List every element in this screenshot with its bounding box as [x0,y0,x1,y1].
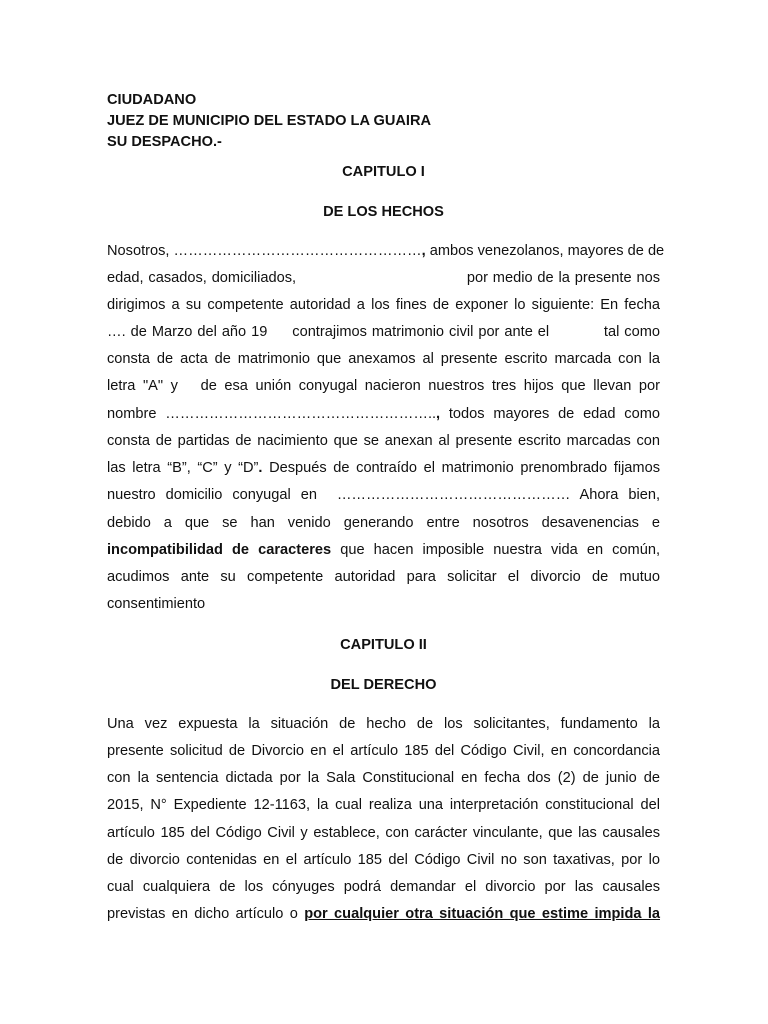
paragraph-1-line [107,459,660,477]
paragraph-1-line: …. de Marzo del año 19 contrajimos matrimonio civil por ante el tal como [107,324,660,340]
chapter-2-title: CAPITULO II [340,637,427,653]
text-run: nombre [107,406,166,422]
underlined-emphasis: por cualquier otra situación que estime impida la [304,906,660,922]
paragraph-1-line: letra "A" y de esa unión conyugal nacieron nuestros tres hijos que llevan por [107,378,660,394]
text-run: . [258,460,263,476]
chapter-2-subtitle: DEL DERECHO [330,677,437,693]
paragraph-1-line [107,242,665,260]
chapter-1-title: CAPITULO I [342,164,425,180]
text-run: previstas en dicho artículo o [107,906,305,922]
chapter-1-subtitle: DE LOS HECHOS [323,204,444,220]
paragraph-1-line: consta de acta de matrimonio que anexamos al presente escrito marcada con la [107,351,660,367]
text-run: Nosotros, [107,243,174,259]
paragraph-1-line: dirigimos a su competente autoridad a los fines de exponer lo siguiente: En fecha [107,297,660,313]
text-run: que hacen imposible nuestra vida en común, [331,542,660,558]
paragraph-2-line: cual cualquiera de los cónyuges podrá demandar el divorcio por las causales [107,879,660,895]
text-run: incompatibilidad de caracteres [107,542,332,558]
addressee-line-3: SU DESPACHO.- [107,134,222,150]
paragraph-2-line: artículo 185 del Código Civil y establece, con carácter vinculante, que las causales [107,825,660,841]
text-run: ambos venezolanos, mayores de de [425,243,665,259]
text-run: , [421,243,426,259]
paragraph-1-line: debido a que se han venido generando entre nosotros desavenencias e [107,515,660,531]
blank-placeholder: …………………………………………… [173,243,422,259]
paragraph-2-line [107,905,660,923]
paragraph-1-line: edad, casados, domiciliados, por medio de la presente nos [107,270,660,286]
text-run: todos mayores de edad como [440,406,660,422]
text-run: las letra “B”, “C” y “D” [107,460,259,476]
paragraph-2-line: 2015, N° Expediente 12-1163, la cual realiza una interpretación constitucional del [107,797,660,813]
paragraph-2-line: de divorcio contenidas en el artículo 185 del Código Civil no son taxativas, por lo [107,852,660,868]
paragraph-2-line: con la sentencia dictada por la Sala Constitucional en fecha dos (2) de junio de [107,770,660,786]
addressee-line-2: JUEZ DE MUNICIPIO DEL ESTADO LA GUAIRA [107,113,432,129]
text-run: Después de contraído el matrimonio prenombrado fijamos [262,460,660,476]
paragraph-1-line: acudimos ante su competente autoridad para solicitar el divorcio de mutuo [107,569,660,585]
paragraph-1-line [107,405,660,423]
addressee-line-1: CIUDADANO [107,92,197,108]
blank-placeholder: ……………………………………………….. [165,406,437,422]
paragraph-2-line: Una vez expuesta la situación de hecho de los solicitantes, fundamento la [107,716,660,732]
paragraph-1-line: nuestro domicilio conyugal en ………………………………………… Ahora bien, [107,487,660,503]
paragraph-1-line: consta de partidas de nacimiento que se anexan al presente escrito marcadas con [107,433,660,449]
text-run: , [436,406,441,422]
paragraph-2-line: presente solicitud de Divorcio en el artículo 185 del Código Civil, en concordancia [107,743,660,759]
paragraph-1-line [107,541,660,559]
paragraph-1-line: consentimiento [107,596,206,612]
